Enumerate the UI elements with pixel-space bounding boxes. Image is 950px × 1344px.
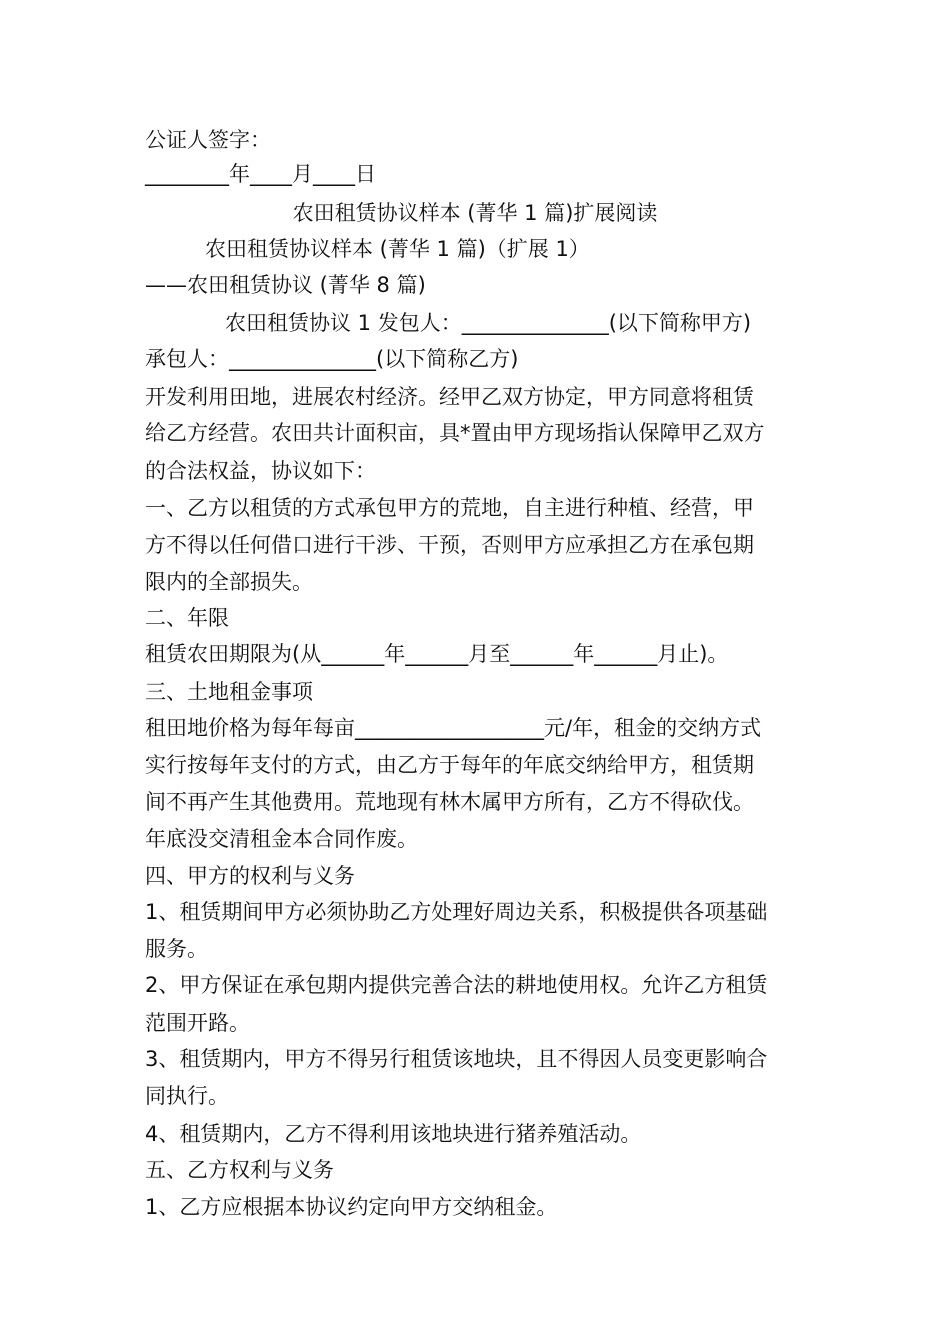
- contract-issuer-line: 农田租赁协议 1 发包人：______________(以下简称甲方): [225, 311, 752, 335]
- obligation-line: 同执行。: [145, 1084, 229, 1108]
- term-line: 租赁农田期限为(从______年______月至______年______月止)。: [145, 642, 729, 666]
- rent-line: 租田地价格为每年每亩__________________元/年，租金的交纳方式: [145, 716, 762, 740]
- clause-line: 限内的全部损失。: [145, 570, 313, 594]
- contractor-line: 承包人：______________(以下简称乙方): [145, 347, 519, 371]
- clause-line: 一、乙方以租赁的方式承包甲方的荒地，自主进行种植、经营，甲: [145, 496, 754, 520]
- paragraph-line: 的合法权益，协议如下：: [145, 459, 376, 483]
- obligation-line: 1、租赁期间甲方必须协助乙方处理好周边关系，积极提供各项基础: [145, 900, 768, 924]
- rent-line: 年底没交清租金本合同作废。: [145, 827, 418, 851]
- obligation-line: 4、租赁期内，乙方不得利用该地块进行猪养殖活动。: [145, 1122, 642, 1146]
- obligation-line: 服务。: [145, 937, 208, 961]
- paragraph-line: 开发利用田地，进展农村经济。经甲乙双方协定，甲方同意将租赁: [145, 385, 754, 409]
- clause-line: 方不得以任何借口进行干涉、干预，否则甲方应承担乙方在承包期: [145, 533, 754, 557]
- clause-heading: 二、年限: [145, 606, 229, 630]
- date-blank-line: ________年____月____日: [145, 162, 376, 186]
- obligation-line: 1、乙方应根据本协议约定向甲方交纳租金。: [145, 1195, 558, 1219]
- paragraph-line: 给乙方经营。农田共计面积亩，具*置由甲方现场指认保障甲乙双方: [145, 421, 765, 445]
- extended-reading-title: 农田租赁协议样本 (菁华 1 篇)扩展阅读: [292, 201, 658, 225]
- obligation-line: 3、租赁期内，甲方不得另行租赁该地块，且不得因人员变更影响合: [145, 1047, 768, 1071]
- clause-heading: 三、土地租金事项: [145, 680, 313, 704]
- section-heading: ——农田租赁协议 (菁华 8 篇): [145, 273, 426, 297]
- notary-signature-label: 公证人签字：: [145, 128, 271, 152]
- rent-line: 实行按每年支付的方式，由乙方于每年的年底交纳给甲方，租赁期: [145, 753, 754, 777]
- obligation-line: 范围开路。: [145, 1011, 250, 1035]
- rent-line: 间不再产生其他费用。荒地现有林木属甲方所有，乙方不得砍伐。: [145, 790, 754, 814]
- clause-heading: 四、甲方的权利与义务: [145, 864, 355, 888]
- obligation-line: 2、甲方保证在承包期内提供完善合法的耕地使用权。允许乙方租赁: [145, 973, 768, 997]
- extension-subtitle: 农田租赁协议样本 (菁华 1 篇)（扩展 1）: [205, 237, 590, 261]
- clause-heading: 五、乙方权利与义务: [145, 1158, 334, 1182]
